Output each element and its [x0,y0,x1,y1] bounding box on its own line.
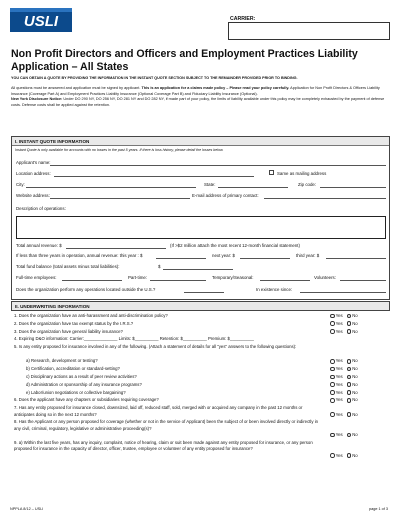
no-label: No [352,389,358,395]
next-year-field[interactable] [240,258,290,259]
website-label: Website address: [16,193,50,198]
question-1-answer [330,313,362,318]
in-existence-field[interactable] [300,292,386,293]
fund-balance-label: Total fund balance (total assets minus total liabilities): [16,264,120,269]
no-label: No [352,374,358,379]
yes-label: Yes [335,374,343,379]
question-11: 6. Does the applicant have any chapters or subsidiaries requiring coverage? [14,397,159,403]
question-4: 4. Expiring D&O information: Carrier:______________ Limits: $__________ Retention: $__________ Premium: $__________ [14,336,254,342]
yes-label: Yes [335,358,343,364]
revenue-note: (If >$2 million attach the most recent 12-month financial statement) [170,243,300,248]
intro-paragraph-1 [11,86,391,97]
intro-p2-rest: Under DO 290 NY, DO 256 NY, DO 281 NY and DO 282 NY, if made part of your policy, the limits of liability available under this policy may be completely exhausted by the payment of defense costs. Defense costs shall be applied against the retention. [11,97,385,107]
question-12-answer [330,412,362,417]
volunteers-field[interactable] [340,280,386,281]
no-radio[interactable] [347,382,352,387]
intro-p1-bold: This is an application for a claims made policy – Please read your policy carefully. [141,86,290,90]
state-label: State: [204,182,216,187]
yes-radio[interactable] [330,390,335,395]
question-2: 2. Does the organization have tax exempt status by the I.R.S.? [14,320,134,326]
svg-text:USLI: USLI [23,13,59,30]
yes-radio[interactable] [330,453,335,458]
question-1: 1. Does the organization have an anti-harassment and anti-discrimination policy? [14,313,168,318]
fund-balance-field[interactable] [163,269,233,270]
description-field[interactable] [16,216,386,239]
yes-label: Yes [335,313,343,318]
no-label: No [352,366,358,372]
no-label: No [352,411,358,417]
no-radio[interactable] [347,329,352,334]
form-code: NPPLA 8/12 – USLI [10,507,44,511]
fund-balance-dollar: $ [158,264,161,269]
yes-radio[interactable] [330,433,335,438]
email-field[interactable] [264,198,386,199]
same-as-mailing-checkbox[interactable] [269,170,274,175]
question-9: d) Administration or sponsorship of any insurance programs? [26,381,142,387]
question-13: 8. Has the Applicant or any person proposed for coverage (whether or not in the service of Applicant) been the subject of or been involved directly or indirectly in any civil, criminal, regulatory, legislative or administrative proceeding(s)? [14,419,319,431]
in-existence-label: In existence since: [256,287,293,292]
no-label: No [352,381,358,387]
question-6-answer [330,358,362,363]
next-year-label: next year: $ [212,253,235,258]
question-11-answer [330,397,362,402]
no-radio[interactable] [347,398,352,403]
no-label: No [352,313,358,318]
yes-label: Yes [335,411,343,417]
yes-label: Yes [335,381,343,387]
question-7: b) Certification, accreditation or standard-setting? [26,366,120,372]
question-5: 5. Is any entity proposed for insurance involved in any of the following. (Attach a statement of details for all "yes" answers to the following questions): [14,344,297,350]
yes-label: Yes [335,320,343,326]
location-address-field[interactable] [54,176,254,177]
question-10: e) Labor/union negotiations or collective bargaining? [26,389,126,395]
no-radio[interactable] [347,453,352,458]
yes-label: Yes [335,452,343,458]
zip-field[interactable] [320,187,386,188]
question-2-answer [330,321,362,326]
no-radio[interactable] [347,314,352,319]
email-label: E-mail address of primary contact: [192,193,259,198]
intro-paragraph-2 [11,97,391,108]
yes-radio[interactable] [330,375,335,380]
full-time-label: Full-time employees: [16,275,57,280]
no-radio[interactable] [347,367,352,372]
yes-radio[interactable] [330,412,335,417]
question-9-answer [330,382,362,387]
intro-text [11,86,391,108]
question-12: 7. Has any entity proposed for insurance closed, downsized, laid off, reduced staff, sold, merged with or acquired any company in the past 12 months or anticipates doing so in the next 12 months? [14,405,303,417]
question-14: 9. a) Within the last five years, has any inquiry, complaint, notice of hearing, claim or suit been made against any entity proposed for insurance, or any person proposed for insurance in the capacity of director, officer, trustee, employee or volunteer of any entity proposed for insurance? [14,440,313,452]
website-field[interactable] [50,198,190,199]
no-label: No [352,432,358,438]
no-label: No [352,452,358,458]
zip-label: Zip code: [298,182,317,187]
yes-label: Yes [335,366,343,372]
part-time-label: Part-time: [128,275,148,280]
state-field[interactable] [218,187,288,188]
carrier-field[interactable] [228,22,390,40]
total-revenue-field[interactable] [66,248,166,249]
instant-quote-section [11,136,390,300]
yes-radio[interactable] [330,329,335,334]
page-title: Non Profit Directors and Officers and Employment Practices Liability Application – All States [11,48,358,73]
same-as-mailing-label: Same as mailing address [277,171,327,176]
this-year-field[interactable] [156,258,206,259]
usli-logo [10,8,72,32]
part-time-field[interactable] [150,280,206,281]
location-address-label: Location address: [16,171,51,176]
yes-radio[interactable] [330,321,335,326]
section-1-note: Instant Quote is only available for accounts with no losses in the past 5 years. If there is loss history, please detail the losses below. [15,147,224,152]
no-label: No [352,328,358,334]
third-year-label: third year: $ [296,253,320,258]
city-field[interactable] [26,187,196,188]
instant-quote-notice: YOU CAN OBTAIN A QUOTE BY PROVIDING THE INFORMATION IN THE INSTANT QUOTE SECTION SUBJECT TO THE REMAINDER PROVIDED PRIOR TO BINDING. [11,76,298,80]
no-label: No [352,397,358,403]
applicant-name-field[interactable] [50,165,386,166]
no-label: No [352,320,358,326]
yes-radio[interactable] [330,314,335,319]
yes-radio[interactable] [330,398,335,403]
intro-p1-normal: All questions must be answered and application must be signed by applicant. [11,86,142,90]
description-label: Description of operations: [16,206,66,211]
temporary-label: Temporary/Seasonal: [212,275,254,280]
outside-us-label: Does the organization perform any operations located outside the U.S.? [16,287,156,292]
no-label: No [352,358,358,364]
question-8-answer [330,374,362,379]
no-radio[interactable] [347,412,352,417]
intro-p2-bold: New York Disclosure Notice: [11,97,63,102]
full-time-field[interactable] [62,280,122,281]
question-14-answer [330,453,362,458]
question-13-answer [330,432,362,437]
yes-radio[interactable] [330,382,335,387]
yes-label: Yes [335,389,343,395]
yes-label: Yes [335,397,343,403]
temporary-field[interactable] [260,280,310,281]
no-radio[interactable] [347,433,352,438]
yes-label: Yes [335,432,343,438]
no-radio[interactable] [347,359,352,364]
no-radio[interactable] [347,375,352,380]
outside-us-field[interactable] [184,292,224,293]
total-revenue-label: Total annual revenue: $ [16,243,62,248]
section-2-heading: II. UNDERWRITING INFORMATION [11,301,390,311]
question-10-answer [330,390,362,395]
carrier-label: CARRIER: [230,16,256,22]
intro-p1-rest: Application for Non Profit Directors & Officers Liability Insurance (Coverage Part A) and Employment Practices Liability Insurance (Optional Coverage Part B) and Fiduciary Liability Insurance (Optional). [11,86,380,96]
no-radio[interactable] [347,321,352,326]
section-1-heading: I. INSTANT QUOTE INFORMATION [12,137,389,146]
yes-radio[interactable] [330,367,335,372]
yes-radio[interactable] [330,359,335,364]
page-number: page 1 of 3 [368,507,388,511]
volunteers-label: Volunteers: [314,275,336,280]
city-label: City: [16,182,25,187]
question-3-answer [330,329,362,334]
question-6: a) Research, development or testing? [26,358,98,364]
question-8: c) Disciplinary actions as a result of peer review activities? [26,374,137,379]
question-7-answer [330,366,362,371]
third-year-field[interactable] [326,258,386,259]
no-radio[interactable] [347,390,352,395]
applicant-name-label: Applicant's name: [16,160,51,165]
less-three-years-label: If less than three years in operation, annual revenue: this year : $ [16,253,143,258]
question-3: 3. Does the organization have general liability insurance? [14,328,123,334]
yes-label: Yes [335,328,343,334]
